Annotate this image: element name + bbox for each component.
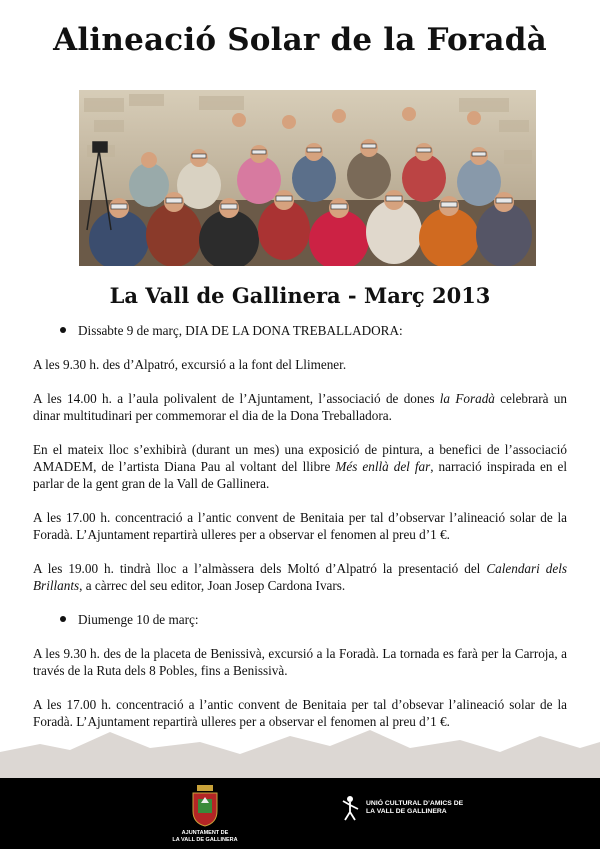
day2-heading — [60, 611, 567, 628]
figure-emblem-icon — [340, 795, 362, 821]
mountain-silhouette — [0, 722, 600, 780]
day1-presentation-text-a: A les 19.00 h. tindrà lloc a l’almàssera dels Moltó d’Alpatró la presentació del — [33, 561, 487, 576]
day1-item-excursion: A les 9.30 h. des d’Alpatró, excursió a la font del Llimener. — [33, 357, 347, 372]
event-photo — [79, 90, 536, 266]
unio-line1: UNIÓ CULTURAL D’AMICS DE — [366, 800, 464, 807]
ajuntament-line1: AJUNTAMENT DE — [181, 830, 229, 836]
bullet-icon — [60, 327, 66, 333]
day1-lunch-text-a: A les 14.00 h. a l’aula polivalent de l’Ajuntament, l’associació de dones — [33, 391, 440, 406]
day2-date: Diumenge 10 de març — [78, 612, 195, 627]
day1-exhibition-text-a: En el mateix lloc s’exhibirà (durant un mes) una exposició de pintura, a benefici de l’associació AMADEM, de l’artista Diana Pau al voltant del llibre — [33, 442, 567, 474]
unio-line2: LA VALL DE GALLINERA — [366, 808, 447, 815]
day1-item-alignment: A les 17.00 h. concentració a l’antic convent de Benitaia per tal d’observar l’alineació solar de la Foradà. L’Ajuntament repartirà ulleres per a observar el fenomen al preu d’1 €. — [33, 510, 567, 542]
event-subtitle: La Vall de Gallinera - Març 2013 — [109, 283, 491, 308]
day1-item-lunch — [33, 390, 567, 424]
day1-exhibition-book: Més enllà del far — [335, 459, 431, 474]
bullet-icon — [60, 616, 66, 622]
day1-event-name: DIA DE LA DONA TREBALLADORA — [185, 323, 399, 338]
day1-heading — [60, 322, 567, 339]
day1-lunch-assoc: la Foradà — [439, 391, 495, 406]
day2-item-alignment: A les 17.00 h. concentració a l’antic convent de Benitaia per tal d’obsevar l’alineació solar de la Foradà. L’Ajuntament repartirà ulleres per a observar el fenomen al preu d’1 €. — [33, 697, 567, 729]
coat-of-arms-icon — [190, 783, 220, 827]
ajuntament-logo — [170, 783, 240, 844]
day1-lunch-text-b: celebrarà un dinar multitudinari per commemorar el dia de la Dona Treballadora. — [33, 391, 567, 423]
day1-date: Dissabte 9 de març, — [78, 323, 186, 338]
day1-item-exhibition — [33, 441, 567, 492]
footer-bar — [0, 778, 600, 849]
day2-heading-colon: : — [194, 612, 199, 627]
day1-exhibition-text-b: , narració inspirada en el parlar de la gent gran de la Vall de Gallinera. — [33, 459, 568, 491]
day1-item-presentation — [33, 560, 567, 594]
day1-presentation-calendar: Calendari dels Brillants — [33, 561, 567, 593]
page-title: Alineació Solar de la Foradà — [53, 22, 547, 58]
programme-content — [33, 322, 567, 730]
day1-heading-colon: : — [398, 323, 403, 338]
day2-item-excursion: A les 9.30 h. des de la placeta de Benissivà, excursió a la Foradà. La tornada es farà per la Carroja, a través de la Ruta dels 8 Pobles, fins a Benissivà. — [33, 646, 567, 678]
unio-cultural-logo — [340, 795, 463, 821]
ajuntament-line2: LA VALL DE GALLINERA — [172, 837, 238, 843]
day1-presentation-text-b: , a càrrec del seu editor, Joan Josep Cardona Ivars. — [79, 578, 346, 593]
crowd-photo-illustration — [79, 90, 536, 266]
